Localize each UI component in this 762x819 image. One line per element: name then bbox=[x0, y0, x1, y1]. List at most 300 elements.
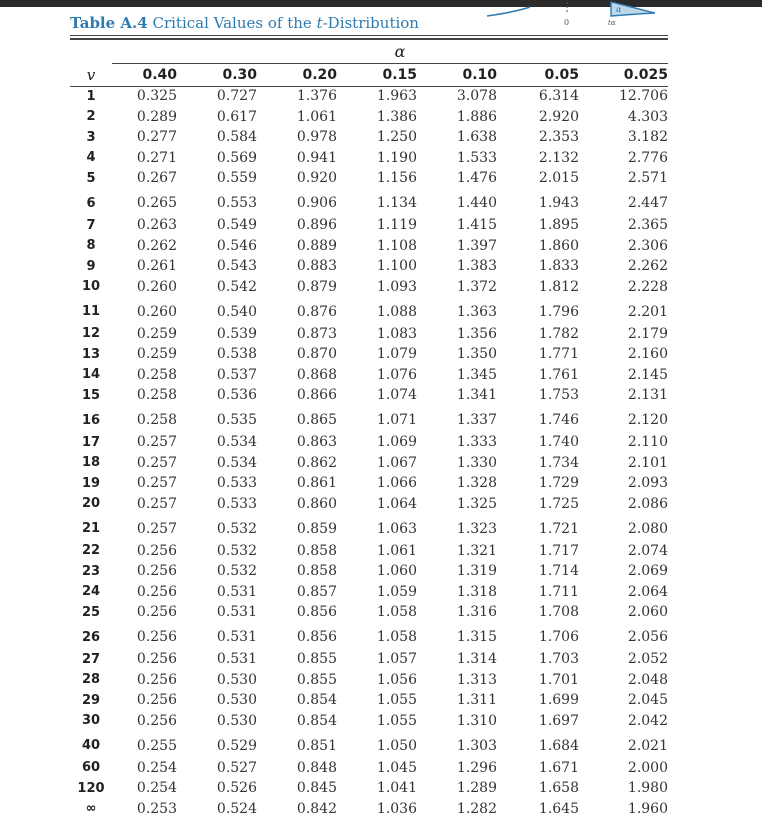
table-row bbox=[70, 406, 668, 433]
df-cell: 11 bbox=[70, 297, 112, 324]
value-cell: 0.531 bbox=[177, 649, 257, 670]
table-row bbox=[70, 344, 668, 365]
value-cell: 2.262 bbox=[579, 256, 668, 277]
value-cell: 0.851 bbox=[257, 731, 337, 758]
value-cell: 0.530 bbox=[177, 690, 257, 711]
value-cell: 1.134 bbox=[337, 189, 417, 216]
value-cell: 3.182 bbox=[579, 127, 668, 148]
value-cell: 0.265 bbox=[112, 189, 177, 216]
value-cell: 1.088 bbox=[337, 297, 417, 324]
value-cell: 0.860 bbox=[257, 494, 337, 515]
value-cell: 0.530 bbox=[177, 711, 257, 732]
value-cell: 1.055 bbox=[337, 690, 417, 711]
value-cell: 2.086 bbox=[579, 494, 668, 515]
value-cell: 1.071 bbox=[337, 406, 417, 433]
value-cell: 0.941 bbox=[257, 148, 337, 169]
value-cell: 2.069 bbox=[579, 561, 668, 582]
t-distribution-thumbnail bbox=[485, 0, 665, 32]
value-cell: 2.131 bbox=[579, 385, 668, 406]
value-cell: 0.271 bbox=[112, 148, 177, 169]
value-cell: 1.943 bbox=[497, 189, 579, 216]
value-cell: 2.145 bbox=[579, 365, 668, 386]
value-cell: 0.532 bbox=[177, 541, 257, 562]
value-cell: 0.257 bbox=[112, 453, 177, 474]
value-cell: 2.920 bbox=[497, 107, 579, 128]
value-cell: 2.056 bbox=[579, 623, 668, 650]
value-cell: 0.256 bbox=[112, 649, 177, 670]
alpha-header: α bbox=[385, 42, 415, 61]
df-cell: 21 bbox=[70, 514, 112, 541]
value-cell: 1.386 bbox=[337, 107, 417, 128]
value-cell: 0.866 bbox=[257, 385, 337, 406]
value-cell: 1.638 bbox=[417, 127, 497, 148]
df-cell: 19 bbox=[70, 473, 112, 494]
value-cell: 0.325 bbox=[112, 86, 177, 107]
value-cell: 0.254 bbox=[112, 778, 177, 799]
value-cell: 1.895 bbox=[497, 215, 579, 236]
value-cell: 1.860 bbox=[497, 236, 579, 257]
value-cell: 0.854 bbox=[257, 690, 337, 711]
value-cell: 0.862 bbox=[257, 453, 337, 474]
value-cell: 2.201 bbox=[579, 297, 668, 324]
value-cell: 2.228 bbox=[579, 277, 668, 298]
value-cell: 1.746 bbox=[497, 406, 579, 433]
value-cell: 0.257 bbox=[112, 473, 177, 494]
value-cell: 1.721 bbox=[497, 514, 579, 541]
df-cell: 3 bbox=[70, 127, 112, 148]
table-row bbox=[70, 690, 668, 711]
value-cell: 0.277 bbox=[112, 127, 177, 148]
value-cell: 1.303 bbox=[417, 731, 497, 758]
value-cell: 1.701 bbox=[497, 670, 579, 691]
value-cell: 2.120 bbox=[579, 406, 668, 433]
df-cell: 13 bbox=[70, 344, 112, 365]
value-cell: 0.531 bbox=[177, 602, 257, 623]
value-cell: 1.060 bbox=[337, 561, 417, 582]
value-cell: 1.356 bbox=[417, 324, 497, 345]
value-cell: 0.532 bbox=[177, 514, 257, 541]
table-row bbox=[70, 432, 668, 453]
table-row bbox=[70, 541, 668, 562]
value-cell: 1.056 bbox=[337, 670, 417, 691]
value-cell: 1.708 bbox=[497, 602, 579, 623]
value-cell: 2.015 bbox=[497, 168, 579, 189]
value-cell: 0.546 bbox=[177, 236, 257, 257]
value-cell: 0.727 bbox=[177, 86, 257, 107]
value-cell: 1.282 bbox=[417, 799, 497, 819]
value-cell: 1.645 bbox=[497, 799, 579, 819]
value-cell: 1.323 bbox=[417, 514, 497, 541]
value-cell: 0.863 bbox=[257, 432, 337, 453]
value-cell: 0.256 bbox=[112, 582, 177, 603]
table-row bbox=[70, 514, 668, 541]
df-cell: 16 bbox=[70, 406, 112, 433]
table-row bbox=[70, 148, 668, 169]
value-cell: 0.258 bbox=[112, 385, 177, 406]
value-cell: 3.078 bbox=[417, 86, 497, 107]
alpha-col-header: 0.10 bbox=[417, 64, 497, 86]
value-cell: 0.256 bbox=[112, 561, 177, 582]
value-cell: 1.833 bbox=[497, 256, 579, 277]
table-row bbox=[70, 385, 668, 406]
value-cell: 0.584 bbox=[177, 127, 257, 148]
value-cell: 2.179 bbox=[579, 324, 668, 345]
value-cell: 1.980 bbox=[579, 778, 668, 799]
alpha-label: α bbox=[616, 5, 622, 14]
value-cell: 1.313 bbox=[417, 670, 497, 691]
value-cell: 0.534 bbox=[177, 453, 257, 474]
value-cell: 0.258 bbox=[112, 406, 177, 433]
value-cell: 0.257 bbox=[112, 514, 177, 541]
top-rule bbox=[70, 35, 668, 36]
value-cell: 1.063 bbox=[337, 514, 417, 541]
df-cell: ∞ bbox=[70, 799, 112, 819]
value-cell: 0.256 bbox=[112, 602, 177, 623]
value-cell: 1.066 bbox=[337, 473, 417, 494]
value-cell: 1.533 bbox=[417, 148, 497, 169]
value-cell: 1.761 bbox=[497, 365, 579, 386]
value-cell: 1.064 bbox=[337, 494, 417, 515]
value-cell: 0.858 bbox=[257, 561, 337, 582]
value-cell: 1.886 bbox=[417, 107, 497, 128]
alpha-col-header: 0.30 bbox=[177, 64, 257, 86]
value-cell: 1.706 bbox=[497, 623, 579, 650]
value-cell: 2.048 bbox=[579, 670, 668, 691]
value-cell: 0.553 bbox=[177, 189, 257, 216]
df-cell: 30 bbox=[70, 711, 112, 732]
value-cell: 0.855 bbox=[257, 670, 337, 691]
value-cell: 1.041 bbox=[337, 778, 417, 799]
table-row bbox=[70, 799, 668, 819]
value-cell: 1.061 bbox=[257, 107, 337, 128]
value-cell: 2.365 bbox=[579, 215, 668, 236]
df-cell: 20 bbox=[70, 494, 112, 515]
value-cell: 1.036 bbox=[337, 799, 417, 819]
value-cell: 1.108 bbox=[337, 236, 417, 257]
value-cell: 6.314 bbox=[497, 86, 579, 107]
table-row bbox=[70, 758, 668, 779]
value-cell: 1.717 bbox=[497, 541, 579, 562]
value-cell: 0.978 bbox=[257, 127, 337, 148]
value-cell: 0.531 bbox=[177, 623, 257, 650]
value-cell: 1.350 bbox=[417, 344, 497, 365]
table-row bbox=[70, 365, 668, 386]
value-cell: 1.058 bbox=[337, 602, 417, 623]
value-cell: 1.319 bbox=[417, 561, 497, 582]
caption-suffix: -Distribution bbox=[323, 14, 419, 32]
value-cell: 0.535 bbox=[177, 406, 257, 433]
value-cell: 1.684 bbox=[497, 731, 579, 758]
value-cell: 1.057 bbox=[337, 649, 417, 670]
value-cell: 1.250 bbox=[337, 127, 417, 148]
value-cell: 0.267 bbox=[112, 168, 177, 189]
df-cell: 4 bbox=[70, 148, 112, 169]
value-cell: 0.539 bbox=[177, 324, 257, 345]
value-cell: 0.526 bbox=[177, 778, 257, 799]
header-rule bbox=[70, 86, 668, 87]
value-cell: 1.699 bbox=[497, 690, 579, 711]
zero-label: 0 bbox=[564, 18, 569, 27]
table-row bbox=[70, 256, 668, 277]
value-cell: 0.258 bbox=[112, 365, 177, 386]
value-cell: 2.571 bbox=[579, 168, 668, 189]
value-cell: 0.256 bbox=[112, 541, 177, 562]
df-cell: 7 bbox=[70, 215, 112, 236]
value-cell: 1.782 bbox=[497, 324, 579, 345]
value-cell: 1.725 bbox=[497, 494, 579, 515]
value-cell: 1.316 bbox=[417, 602, 497, 623]
value-cell: 0.536 bbox=[177, 385, 257, 406]
df-cell: 9 bbox=[70, 256, 112, 277]
table-row bbox=[70, 86, 668, 107]
value-cell: 1.067 bbox=[337, 453, 417, 474]
value-cell: 1.376 bbox=[257, 86, 337, 107]
value-cell: 0.540 bbox=[177, 297, 257, 324]
value-cell: 0.859 bbox=[257, 514, 337, 541]
value-cell: 1.440 bbox=[417, 189, 497, 216]
value-cell: 2.101 bbox=[579, 453, 668, 474]
value-cell: 0.873 bbox=[257, 324, 337, 345]
value-cell: 0.876 bbox=[257, 297, 337, 324]
value-cell: 2.080 bbox=[579, 514, 668, 541]
value-cell: 0.538 bbox=[177, 344, 257, 365]
value-cell: 0.848 bbox=[257, 758, 337, 779]
value-cell: 0.856 bbox=[257, 623, 337, 650]
value-cell: 1.703 bbox=[497, 649, 579, 670]
value-cell: 0.263 bbox=[112, 215, 177, 236]
caption-text: Critical Values of the bbox=[152, 14, 311, 32]
value-cell: 1.321 bbox=[417, 541, 497, 562]
value-cell: 1.796 bbox=[497, 297, 579, 324]
value-cell: 1.328 bbox=[417, 473, 497, 494]
value-cell: 0.569 bbox=[177, 148, 257, 169]
value-cell: 2.052 bbox=[579, 649, 668, 670]
value-cell: 1.079 bbox=[337, 344, 417, 365]
df-cell: 14 bbox=[70, 365, 112, 386]
df-cell: 26 bbox=[70, 623, 112, 650]
value-cell: 0.256 bbox=[112, 690, 177, 711]
value-cell: 1.415 bbox=[417, 215, 497, 236]
value-cell: 0.534 bbox=[177, 432, 257, 453]
table-row bbox=[70, 649, 668, 670]
t-alpha-label: tα bbox=[608, 19, 616, 27]
value-cell: 1.100 bbox=[337, 256, 417, 277]
value-cell: 1.315 bbox=[417, 623, 497, 650]
table-row bbox=[70, 127, 668, 148]
value-cell: 2.160 bbox=[579, 344, 668, 365]
value-cell: 0.256 bbox=[112, 670, 177, 691]
value-cell: 0.879 bbox=[257, 277, 337, 298]
distribution-curve-left bbox=[487, 7, 530, 16]
alpha-col-header: 0.15 bbox=[337, 64, 417, 86]
df-cell: 60 bbox=[70, 758, 112, 779]
value-cell: 0.532 bbox=[177, 561, 257, 582]
df-cell: 40 bbox=[70, 731, 112, 758]
value-cell: 0.257 bbox=[112, 494, 177, 515]
value-cell: 1.058 bbox=[337, 623, 417, 650]
alpha-col-header: 0.20 bbox=[257, 64, 337, 86]
value-cell: 0.856 bbox=[257, 602, 337, 623]
value-cell: 0.857 bbox=[257, 582, 337, 603]
value-cell: 0.868 bbox=[257, 365, 337, 386]
value-cell: 0.861 bbox=[257, 473, 337, 494]
value-cell: 1.325 bbox=[417, 494, 497, 515]
value-cell: 1.074 bbox=[337, 385, 417, 406]
table-row bbox=[70, 168, 668, 189]
value-cell: 1.771 bbox=[497, 344, 579, 365]
nu-header: v bbox=[70, 64, 112, 86]
value-cell: 0.529 bbox=[177, 731, 257, 758]
value-cell: 2.064 bbox=[579, 582, 668, 603]
value-cell: 4.303 bbox=[579, 107, 668, 128]
value-cell: 1.190 bbox=[337, 148, 417, 169]
alpha-col-header: 0.40 bbox=[112, 64, 177, 86]
value-cell: 1.963 bbox=[337, 86, 417, 107]
value-cell: 1.671 bbox=[497, 758, 579, 779]
value-cell: 0.533 bbox=[177, 494, 257, 515]
df-cell: 8 bbox=[70, 236, 112, 257]
value-cell: 0.262 bbox=[112, 236, 177, 257]
table-body bbox=[70, 86, 668, 819]
value-cell: 0.255 bbox=[112, 731, 177, 758]
value-cell: 1.341 bbox=[417, 385, 497, 406]
df-cell: 6 bbox=[70, 189, 112, 216]
value-cell: 1.045 bbox=[337, 758, 417, 779]
value-cell: 0.854 bbox=[257, 711, 337, 732]
value-cell: 1.076 bbox=[337, 365, 417, 386]
value-cell: 0.261 bbox=[112, 256, 177, 277]
value-cell: 2.042 bbox=[579, 711, 668, 732]
value-cell: 1.740 bbox=[497, 432, 579, 453]
value-cell: 0.257 bbox=[112, 432, 177, 453]
table-row bbox=[70, 473, 668, 494]
value-cell: 1.055 bbox=[337, 711, 417, 732]
table-row bbox=[70, 602, 668, 623]
table-row bbox=[70, 107, 668, 128]
value-cell: 1.119 bbox=[337, 215, 417, 236]
value-cell: 2.074 bbox=[579, 541, 668, 562]
value-cell: 0.865 bbox=[257, 406, 337, 433]
value-cell: 0.883 bbox=[257, 256, 337, 277]
value-cell: 2.060 bbox=[579, 602, 668, 623]
value-cell: 0.842 bbox=[257, 799, 337, 819]
value-cell: 1.093 bbox=[337, 277, 417, 298]
value-cell: 1.318 bbox=[417, 582, 497, 603]
value-cell: 2.045 bbox=[579, 690, 668, 711]
table-caption bbox=[70, 14, 419, 32]
table-row bbox=[70, 277, 668, 298]
value-cell: 0.549 bbox=[177, 215, 257, 236]
value-cell: 0.906 bbox=[257, 189, 337, 216]
value-cell: 0.845 bbox=[257, 778, 337, 799]
table-row bbox=[70, 215, 668, 236]
table-row bbox=[70, 324, 668, 345]
table-row bbox=[70, 778, 668, 799]
value-cell: 0.256 bbox=[112, 623, 177, 650]
value-cell: 1.372 bbox=[417, 277, 497, 298]
value-cell: 1.314 bbox=[417, 649, 497, 670]
value-cell: 0.259 bbox=[112, 344, 177, 365]
value-cell: 2.093 bbox=[579, 473, 668, 494]
table-label: Table A.4 bbox=[70, 14, 148, 32]
value-cell: 2.306 bbox=[579, 236, 668, 257]
df-cell: 27 bbox=[70, 649, 112, 670]
value-cell: 0.256 bbox=[112, 711, 177, 732]
alpha-col-header: 0.05 bbox=[497, 64, 579, 86]
value-cell: 0.537 bbox=[177, 365, 257, 386]
value-cell: 2.447 bbox=[579, 189, 668, 216]
df-cell: 29 bbox=[70, 690, 112, 711]
value-cell: 2.353 bbox=[497, 127, 579, 148]
df-cell: 18 bbox=[70, 453, 112, 474]
value-cell: 0.531 bbox=[177, 582, 257, 603]
value-cell: 2.132 bbox=[497, 148, 579, 169]
value-cell: 1.296 bbox=[417, 758, 497, 779]
value-cell: 1.050 bbox=[337, 731, 417, 758]
value-cell: 1.734 bbox=[497, 453, 579, 474]
table-row bbox=[70, 731, 668, 758]
table-row bbox=[70, 582, 668, 603]
value-cell: 0.870 bbox=[257, 344, 337, 365]
table-row bbox=[70, 670, 668, 691]
value-cell: 2.000 bbox=[579, 758, 668, 779]
value-cell: 0.920 bbox=[257, 168, 337, 189]
header-row bbox=[70, 64, 668, 86]
value-cell: 2.021 bbox=[579, 731, 668, 758]
df-cell: 28 bbox=[70, 670, 112, 691]
value-cell: 0.253 bbox=[112, 799, 177, 819]
df-cell: 25 bbox=[70, 602, 112, 623]
value-cell: 0.259 bbox=[112, 324, 177, 345]
value-cell: 1.061 bbox=[337, 541, 417, 562]
value-cell: 0.289 bbox=[112, 107, 177, 128]
value-cell: 0.858 bbox=[257, 541, 337, 562]
value-cell: 0.617 bbox=[177, 107, 257, 128]
value-cell: 0.533 bbox=[177, 473, 257, 494]
value-cell: 1.697 bbox=[497, 711, 579, 732]
top-rule-thick bbox=[70, 38, 668, 40]
table-row bbox=[70, 561, 668, 582]
value-cell: 0.543 bbox=[177, 256, 257, 277]
df-cell: 24 bbox=[70, 582, 112, 603]
value-cell: 1.337 bbox=[417, 406, 497, 433]
value-cell: 12.706 bbox=[579, 86, 668, 107]
value-cell: 1.333 bbox=[417, 432, 497, 453]
table-row bbox=[70, 297, 668, 324]
df-cell: 2 bbox=[70, 107, 112, 128]
table-row bbox=[70, 189, 668, 216]
value-cell: 0.542 bbox=[177, 277, 257, 298]
value-cell: 1.330 bbox=[417, 453, 497, 474]
value-cell: 0.254 bbox=[112, 758, 177, 779]
df-cell: 120 bbox=[70, 778, 112, 799]
df-cell: 23 bbox=[70, 561, 112, 582]
value-cell: 1.083 bbox=[337, 324, 417, 345]
value-cell: 0.559 bbox=[177, 168, 257, 189]
value-cell: 2.776 bbox=[579, 148, 668, 169]
value-cell: 1.711 bbox=[497, 582, 579, 603]
value-cell: 0.260 bbox=[112, 277, 177, 298]
value-cell: 1.476 bbox=[417, 168, 497, 189]
caption-t-symbol: t bbox=[317, 14, 323, 32]
table-row bbox=[70, 236, 668, 257]
df-cell: 15 bbox=[70, 385, 112, 406]
value-cell: 1.753 bbox=[497, 385, 579, 406]
df-cell: 1 bbox=[70, 86, 112, 107]
value-cell: 0.527 bbox=[177, 758, 257, 779]
value-cell: 0.896 bbox=[257, 215, 337, 236]
value-cell: 1.960 bbox=[579, 799, 668, 819]
